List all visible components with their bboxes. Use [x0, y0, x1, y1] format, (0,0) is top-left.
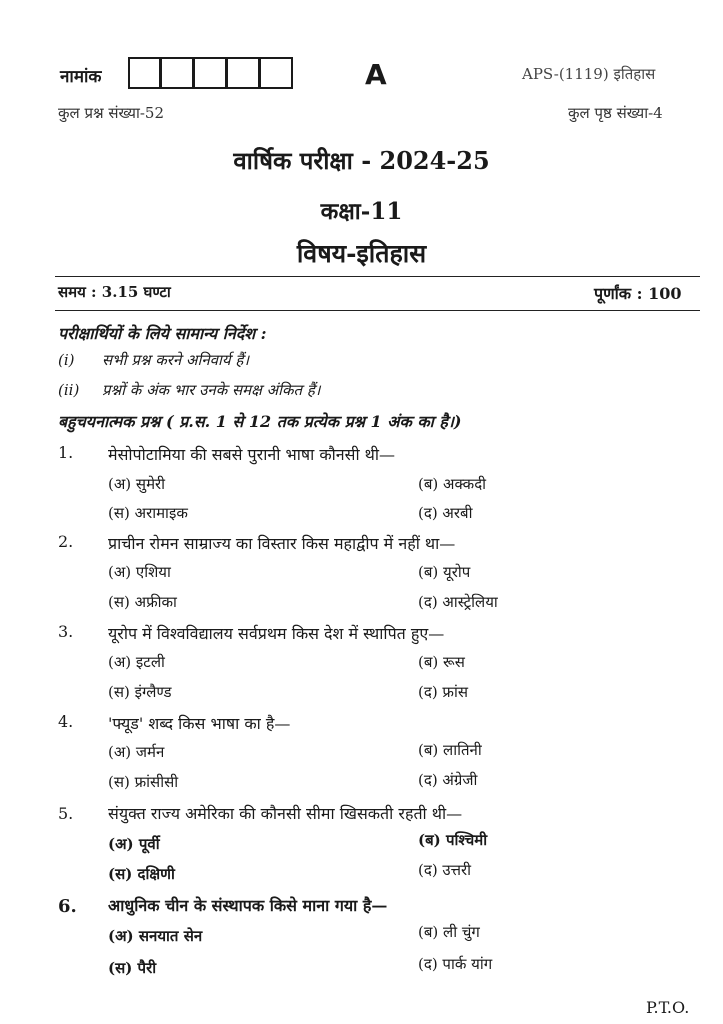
mcq-section-heading: बहुचयनात्मक प्रश्न ( प्र.स. 1 से 12 तक प्रत्येक प्रश्न 1 अंक का है।): [58, 412, 462, 431]
question-number: 2.: [58, 532, 74, 551]
question-number: 1.: [58, 443, 74, 462]
roll-number-box: [128, 57, 161, 89]
question-text: संयुक्त राज्य अमेरिका की कौनसी सीमा खिसकती रहती थी—: [108, 804, 463, 823]
option-b: (ब) ली चुंग: [418, 923, 480, 941]
option-a: (अ) पूर्वी: [108, 835, 160, 853]
total-questions: कुल प्रश्न संख्या-52: [58, 104, 165, 122]
total-pages: कुल पृष्ठ संख्या-4: [568, 104, 663, 122]
option-a: (अ) जर्मन: [108, 743, 165, 761]
option-c: (स) फ्रांसीसी: [108, 773, 179, 791]
option-b: (ब) यूरोप: [418, 563, 471, 581]
option-d: (द) आस्ट्रेलिया: [418, 593, 498, 611]
instruction-number: (i): [58, 351, 75, 369]
option-d: (द) फ्रांस: [418, 683, 469, 701]
option-a: (अ) इटली: [108, 653, 165, 671]
roll-number-box: [194, 57, 227, 89]
roll-number-boxes: [128, 57, 293, 89]
option-d: (द) पार्क यांग: [418, 955, 493, 973]
option-a: (अ) सुमेरी: [108, 475, 166, 493]
question-number: 5.: [58, 804, 74, 823]
instruction-text: प्रश्नों के अंक भार उनके समक्ष अंकित हैं।: [102, 381, 321, 399]
option-c: (स) दक्षिणी: [108, 865, 175, 883]
time-duration: समय : 3.15 घण्टा: [58, 283, 171, 301]
paper-code: APS-(1119) इतिहास: [522, 65, 656, 83]
instruction-item: [58, 350, 249, 370]
option-d: (द) अरबी: [418, 504, 473, 522]
max-marks: पूर्णांक : 100: [594, 284, 682, 303]
paper-set-letter: A: [365, 58, 387, 91]
question-text: मेसोपोटामिया की सबसे पुरानी भाषा कौनसी थी—: [108, 445, 396, 464]
divider-top: [55, 276, 700, 277]
option-a: (अ) एशिया: [108, 563, 171, 581]
pto-label: P.T.O.: [646, 998, 690, 1017]
instruction-text: सभी प्रश्न करने अनिवार्य हैं।: [102, 351, 250, 369]
instructions-heading: परीक्षार्थियों के लिये सामान्य निर्देश :: [58, 324, 267, 343]
class-title: कक्षा-11: [320, 198, 403, 225]
question-text: 'फ्यूड' शब्द किस भाषा का है—: [108, 714, 291, 733]
option-b: (ब) रूस: [418, 653, 465, 671]
instruction-item: [58, 380, 320, 400]
instruction-number: (ii): [58, 381, 80, 399]
option-c: (स) पैरी: [108, 959, 157, 977]
divider-bottom: [55, 310, 700, 311]
option-c: (स) इंग्लैण्ड: [108, 683, 172, 701]
option-b: (ब) अक्कदी: [418, 475, 487, 493]
question-text: यूरोप में विश्वविद्यालय सर्वप्रथम किस देश में स्थापित हुए—: [108, 624, 445, 643]
question-number: 6.: [58, 896, 77, 917]
option-c: (स) अरामाइक: [108, 504, 188, 522]
question-number: 4.: [58, 712, 74, 731]
roll-number-box: [161, 57, 194, 89]
option-d: (द) अंग्रेजी: [418, 771, 478, 789]
roll-number-box: [227, 57, 260, 89]
question-text: आधुनिक चीन के संस्थापक किसे माना गया है—: [108, 896, 388, 915]
roll-number-label: नामांक: [60, 67, 102, 87]
subject-title: विषय-इतिहास: [296, 239, 427, 268]
question-number: 3.: [58, 622, 74, 641]
question-text: प्राचीन रोमन साम्राज्य का विस्तार किस महाद्वीप में नहीं था—: [108, 534, 456, 553]
option-c: (स) अफ्रीका: [108, 593, 177, 611]
option-b: (ब) पश्चिमी: [418, 831, 488, 849]
option-a: (अ) सनयात सेन: [108, 927, 203, 945]
option-b: (ब) लातिनी: [418, 741, 482, 759]
exam-title: वार्षिक परीक्षा - 2024-25: [233, 146, 490, 175]
option-d: (द) उत्तरी: [418, 861, 472, 879]
roll-number-box: [260, 57, 293, 89]
